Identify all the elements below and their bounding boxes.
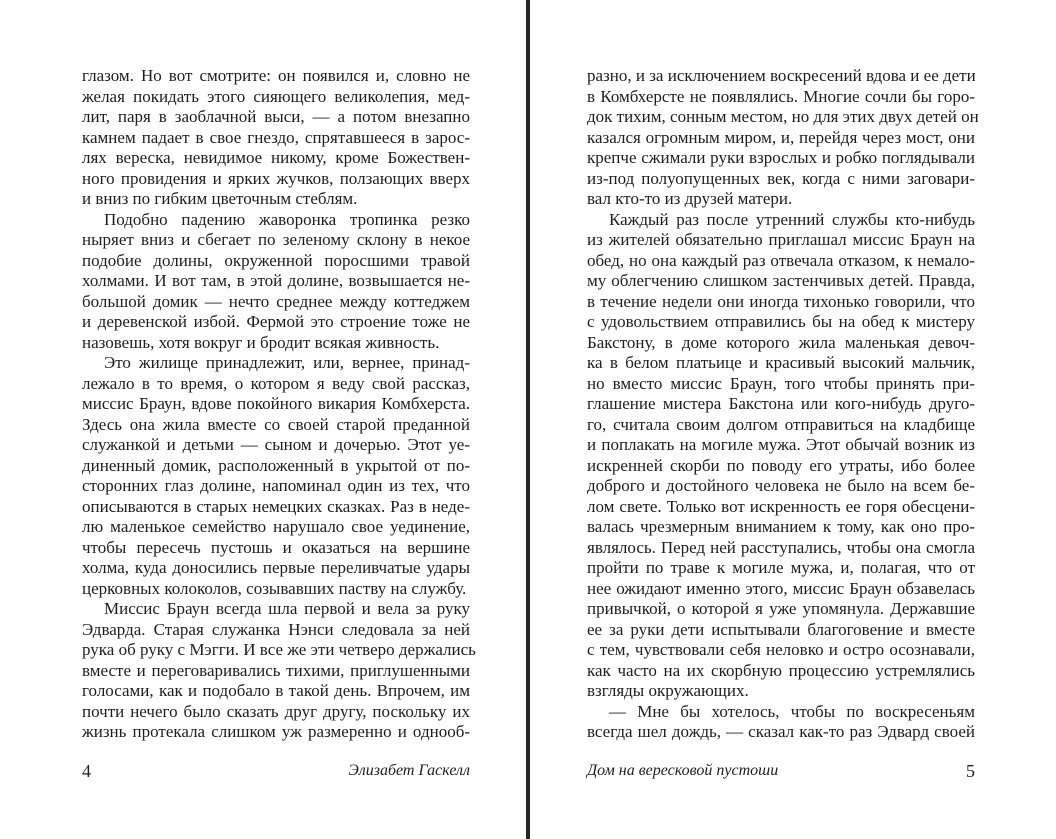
text-line: взгляды окружающих. [587, 681, 749, 700]
text-line: док тихим, сонным местом, но для этих двух детей он [587, 107, 979, 126]
text-line: казался огромным миром, и, перейдя через мост, они [587, 127, 975, 147]
left-page-text [82, 66, 476, 743]
text-line: диненный домик, расположенный в укрытой от по- [82, 455, 470, 475]
text-line: миссис Браун, вдове покойного викария Комбхерста. [82, 394, 470, 413]
text-line: вместе и переговаривались тихими, приглушенными [82, 660, 470, 680]
text-line: жизнь протекала слишком уж размеренно и однооб- [82, 722, 470, 741]
text-line: вал кто-то из друзей матери. [587, 189, 793, 208]
text-line: в Комбхерсте не появлялись. Многие сочли бы горо- [587, 86, 975, 106]
text-line: всегда шел дождь, — сказал как-то раз Эдвард своей [587, 722, 975, 741]
text-line: обед, но она каждый раз отвечала отказом, к немало- [587, 250, 975, 270]
text-line: рука об руку с Мэгги. И все же эти четверо держались [82, 640, 476, 659]
right-page-footer [587, 760, 975, 782]
text-line: нее ожидают именно этого, миссис Браун обзавелась [587, 578, 975, 598]
text-line: как часто на их скорбную процессию устремлялись [587, 660, 975, 680]
running-head-author: Элизабет Гаскелл [348, 762, 470, 779]
text-line: ныряет вниз и сбегает по зеленому склону в некое [82, 230, 470, 249]
text-line: большой домик — нечто среднее между коттеджем [82, 291, 470, 311]
text-line: ее за руки дети испытывали благоговение и вместе [587, 619, 975, 639]
text-line: Это жилище принадлежит, или, вернее, принад- [104, 353, 470, 372]
text-line: камнем падает в свое гнездо, спрятавшееся в зарос- [82, 127, 470, 147]
text-line: с удовольствием отправились бы на обед к мистеру [587, 312, 975, 331]
text-line: Каждый раз после утренний службы кто-нибудь [609, 209, 975, 229]
text-line: разно, и за исключением воскресений вдова и ее дети [587, 66, 976, 85]
text-line: холмами. И вот там, в этой долине, возвышается не- [82, 271, 470, 290]
text-line: церковных колоколов, созывавших паству на службу. [82, 578, 467, 598]
text-line: в течение недели они иногда тихонько говорили, что [587, 291, 975, 311]
text-line: Эдварда. Старая служанка Нэнси следовала за ней [82, 619, 470, 639]
text-line: Бакстону, в доме которого жила маленькая девоч- [587, 332, 975, 352]
paragraph [82, 66, 470, 210]
text-line: назовешь, хотя вокруг и бродит всякая живность. [82, 332, 440, 352]
text-line: из-под полуопущенных век, когда с ними заговари- [587, 168, 975, 188]
text-line: доброго и достойного человека не было на всем бе- [587, 476, 975, 495]
text-line: валась чрезмерным вниманием к тому, как оно про- [587, 517, 975, 536]
page-number: 5 [966, 761, 975, 781]
text-line: Подобно падению жаворонка тропинка резко [104, 209, 470, 229]
paragraph [82, 353, 470, 599]
text-line: и деревенской избой. Фермой это строение тоже не [82, 312, 470, 331]
text-line: лит, паря в заоблачной выси, — а потом внезапно [82, 107, 470, 126]
paragraph [82, 599, 476, 743]
text-line: являлось. Перед ней расступались, чтобы она смогла [587, 537, 975, 557]
text-line: лом свете. Только вот искренность ее горя обесцени- [587, 496, 975, 516]
text-line: лях вереска, невидимое никому, кроме Божествен- [82, 148, 470, 167]
text-line: и поплакать на могиле мужа. Этот обычай возник из [587, 435, 975, 454]
running-head-title: Дом на вересковой пустоши [587, 762, 779, 779]
paragraph [82, 210, 470, 354]
text-line: с тем, чувствовали себя неловко и остро осознавали, [587, 640, 975, 659]
text-line: Здесь она жила вместе со своей старой преданной [82, 414, 470, 434]
text-line: служанкой и детьми — сыном и дочерью. Этот уе- [82, 435, 470, 454]
text-line: пройти по траве к могиле мужа, и, полагая, что от [587, 558, 975, 577]
text-line: ка в белом платьице и красивый высокий мальчик, [587, 353, 975, 372]
text-line: лю маленькое семейство нарушало свое уединение, [82, 517, 470, 536]
text-line: ного провидения и ярких жучков, ползающих вверх [82, 168, 470, 188]
text-line: и вниз по гибким цветочным стеблям. [82, 189, 358, 208]
text-line: крепче сжимали руки взрослых и робко поглядывали [587, 148, 975, 167]
text-line: глазом. Но вот смотрите: он появился и, словно не [82, 66, 470, 85]
paragraph [587, 702, 975, 743]
text-line: желая покидать этого сияющего великолепия, мед- [82, 86, 470, 106]
text-line: го, считала своим долгом отправиться на кладбище [587, 414, 975, 434]
left-page-footer [82, 760, 470, 782]
text-line: почти нечего было сказать друг другу, поскольку их [82, 701, 470, 721]
text-line: чтобы пересечь пустошь и оказаться на вершине [82, 537, 470, 557]
book-spine [526, 0, 530, 839]
text-line: му облегчению слишком застенчивых детей. Правда, [587, 271, 975, 290]
text-line: Миссис Браун всегда шла первой и вела за руку [104, 599, 470, 618]
right-page-text [587, 66, 979, 743]
text-line: холма, куда доносились первые переливчатые удары [82, 558, 470, 577]
text-line: глашение мистера Бакстона или кого-нибудь друго- [587, 394, 975, 413]
text-line: подобие долины, окруженной поросшими травой [82, 250, 470, 270]
paragraph [587, 210, 975, 702]
text-line: привычкой, о которой я уже упомянула. Державшие [587, 599, 975, 618]
page-number: 4 [82, 761, 91, 781]
text-line: голосами, как и подобало в такой день. Впрочем, им [82, 681, 470, 700]
text-line: описываются в старых немецких сказках. Раз в неде- [82, 496, 470, 516]
text-line: искренней скорби по поводу его утраты, ибо более [587, 455, 975, 475]
text-line: но вместо миссис Браун, того чтобы принять при- [587, 373, 975, 393]
text-line: сторонних глаз долине, напоминал один из тех, что [82, 476, 470, 495]
paragraph [587, 66, 979, 210]
text-line: — Мне бы хотелось, чтобы по воскресеньям [609, 701, 975, 721]
text-line: лежало в то время, о котором я веду свой рассказ, [82, 373, 470, 393]
text-line: из жителей обязательно приглашал миссис Браун на [587, 230, 975, 249]
